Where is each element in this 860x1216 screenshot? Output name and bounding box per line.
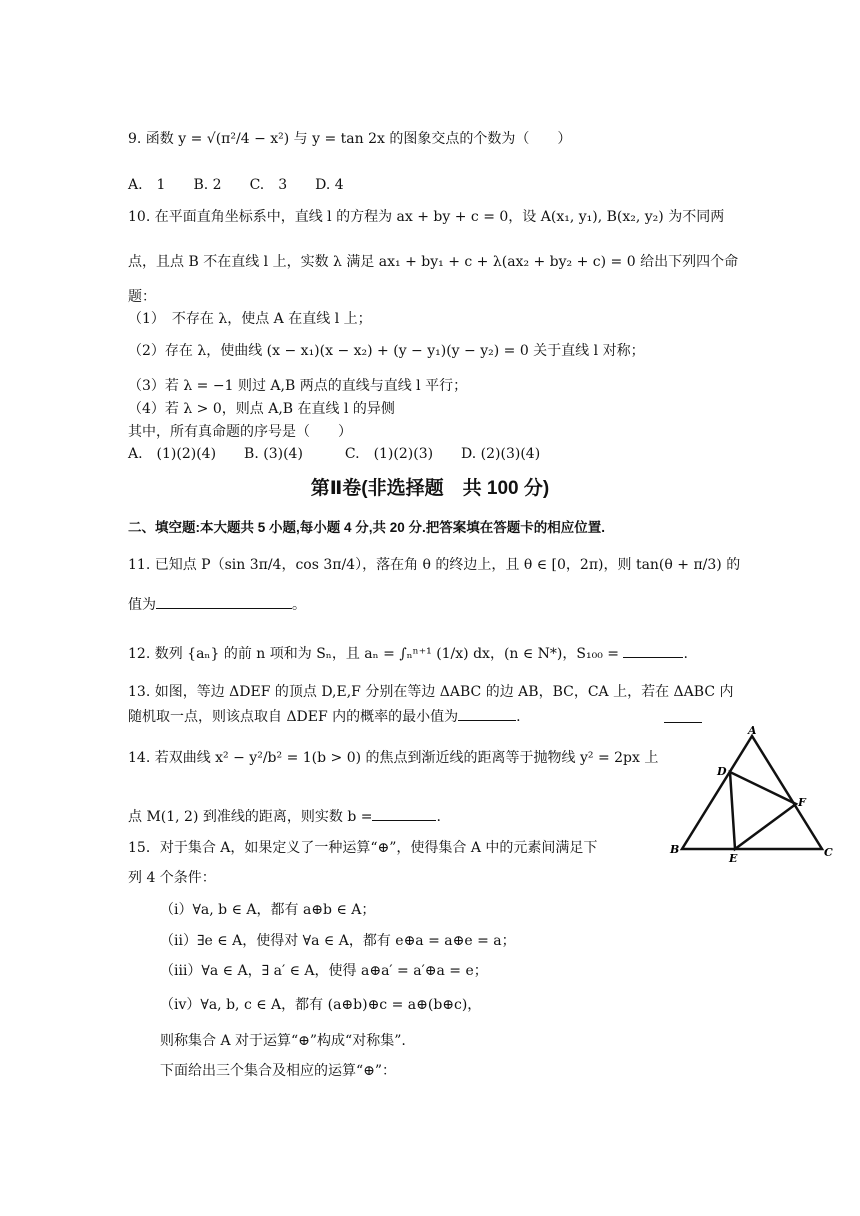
section-title: 第Ⅱ卷(非选择题 共 100 分) <box>310 478 550 499</box>
label-f: F <box>798 796 806 809</box>
q14-line1: 14. 若双曲线 x² − y²/b² = 1(b > 0) 的焦点到渐近线的距离等于抛物线 y² = 2px 上 <box>128 750 659 766</box>
q11-line1: 11. 已知点 P（sin 3π/4，cos 3π/4），落在角 θ 的终边上，且 θ ∈ [0，2π)，则 tan(θ + π/3) 的 <box>128 557 741 573</box>
q15-cond1: （ⅰ）∀a, b ∈ A，都有 a⊕b ∈ A； <box>160 902 376 918</box>
q15-line3: 则称集合 A 对于运算“⊕”构成“对称集”. <box>160 1033 406 1049</box>
q12-stem: 12. 数列 {aₙ} 的前 n 项和为 Sₙ，且 aₙ = ∫ₙⁿ⁺¹ (1/x) dx，(n ∈ N*)，S₁₀₀ = <box>128 646 624 662</box>
q13-line1: 13. 如图，等边 ΔDEF 的顶点 D,E,F 分别在等边 ΔABC 的边 AB，BC，CA 上，若在 ΔABC 内 <box>128 684 734 700</box>
triangle-abc <box>682 736 822 849</box>
q12-end: . <box>683 646 688 662</box>
label-b: B <box>670 843 680 856</box>
q11-prefix: 值为 <box>128 597 156 613</box>
q13-line2 <box>128 706 521 726</box>
q10-prop2: （2）存在 λ，使曲线 (x − x₁)(x − x₂) + (y − y₁)(y − y₂) = 0 关于直线 l 对称； <box>128 343 645 359</box>
q10-line2: 点，且点 B 不在直线 l 上，实数 λ 满足 ax₁ + by₁ + c + λ(ax₂ + by₂ + c) = 0 给出下列四个命 <box>128 254 739 270</box>
q14-line2 <box>128 806 441 826</box>
q10-prop3: （3）若 λ = −1 则过 A,B 两点的直线与直线 l 平行； <box>128 378 468 394</box>
q10-prop1: （1） 不存在 λ，使点 A 在直线 l 上； <box>128 311 372 327</box>
q15-cond2: （ⅱ）∃e ∈ A，使得对 ∀a ∈ A，都有 e⊕a = a⊕e = a； <box>160 933 516 949</box>
q10-line1: 10. 在平面直角坐标系中，直线 l 的方程为 ax + by + c = 0，设 A(x₁, y₁), B(x₂, y₂) 为不同两 <box>128 209 725 225</box>
q14-end: . <box>436 809 441 825</box>
q13-end: . <box>516 709 521 725</box>
q15-line1: 15．对于集合 A，如果定义了一种运算“⊕”，使得集合 A 中的元素间满足下 <box>128 840 598 856</box>
q10-line3: 题： <box>128 289 156 305</box>
q11-end: 。 <box>292 597 306 613</box>
q10-prop4: （4）若 λ > 0，则点 A,B 在直线 l 的异侧 <box>128 401 395 417</box>
q15-cond3: （ⅲ）∀a ∈ A，∃ a′ ∈ A，使得 a⊕a′ = a′⊕a = e； <box>160 963 488 979</box>
q9-options: A. 1 B. 2 C. 3 D. 4 <box>128 177 344 193</box>
triangle-figure <box>668 722 838 864</box>
q9-stem: 9. 函数 y = √(π²/4 − x²) 与 y = tan 2x 的图象交点的个数为（ ） <box>128 131 572 147</box>
label-c: C <box>824 846 833 859</box>
q11-answer-blank <box>156 594 292 609</box>
q12-answer-blank <box>623 643 683 658</box>
q13-stem: 随机取一点，则该点取自 ΔDEF 内的概率的最小值为 <box>128 709 459 725</box>
q10-options: A. (1)(2)(4) B. (3)(4) C. (1)(2)(3) D. (2)(3)(4) <box>128 446 541 462</box>
triangle-def <box>730 772 796 849</box>
q10-ask: 其中，所有真命题的序号是（ ） <box>128 424 352 440</box>
label-a: A <box>748 724 757 737</box>
q14-answer-blank <box>372 806 436 821</box>
q14-stem: 点 M(1, 2) 到准线的距离，则实数 b = <box>128 809 373 825</box>
q13-answer-blank <box>458 706 516 721</box>
section-instruction: 二、填空题:本大题共 5 小题,每小题 4 分,共 20 分.把答案填在答题卡的相应位置. <box>128 520 606 535</box>
q15-line2: 列 4 个条件： <box>128 870 216 886</box>
q15-line4: 下面给出三个集合及相应的运算“⊕”： <box>160 1063 397 1079</box>
label-d: D <box>717 765 727 778</box>
label-e: E <box>729 852 738 864</box>
q12-line <box>128 643 688 663</box>
q11-line2 <box>128 594 306 614</box>
q15-cond4: （ⅳ）∀a, b, c ∈ A，都有 (a⊕b)⊕c = a⊕(b⊕c)， <box>160 997 482 1013</box>
